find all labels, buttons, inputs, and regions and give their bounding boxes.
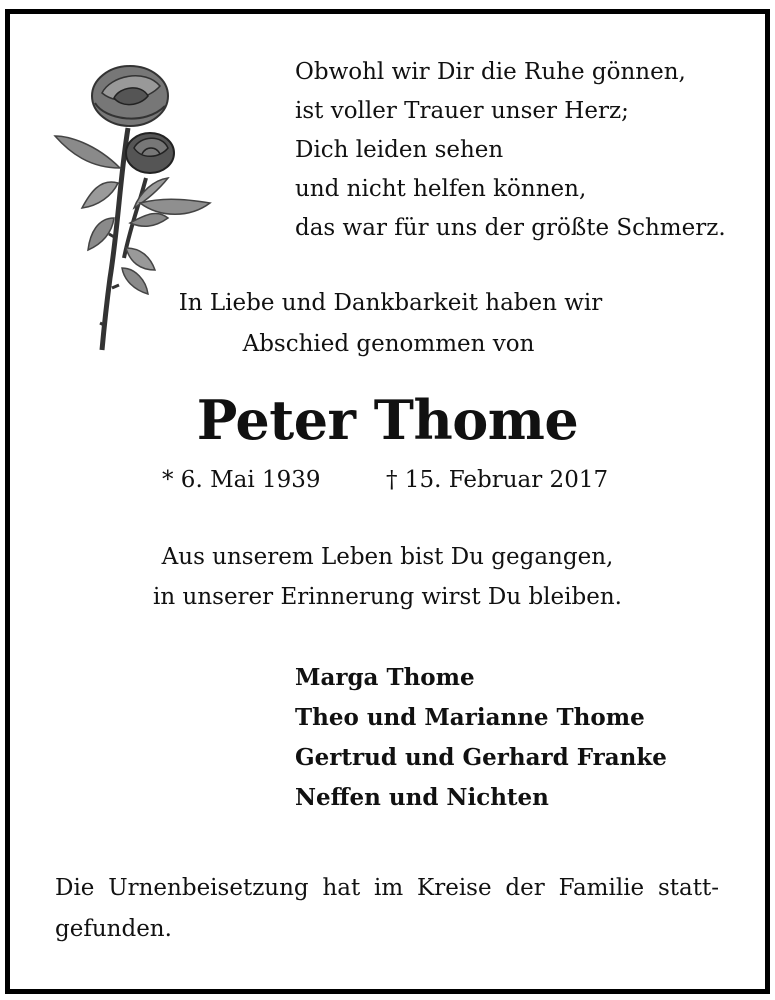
mourners-list bbox=[295, 658, 667, 818]
quote-line: Aus unserem Leben bist Du gegangen, bbox=[161, 544, 614, 570]
mourner-name: Theo und Marianne Thome bbox=[295, 704, 645, 731]
death-date: † 15. Februar 2017 bbox=[386, 467, 609, 493]
poem-line: Dich leiden sehen bbox=[295, 137, 504, 163]
poem-line: das war für uns der größte Schmerz. bbox=[295, 215, 726, 241]
birth-date: * 6. Mai 1939 bbox=[162, 467, 321, 493]
poem-line: und nicht helfen können, bbox=[295, 176, 587, 202]
intro-line: In Liebe und Dankbarkeit haben wir bbox=[178, 290, 603, 316]
intro-line: Abschied genommen von bbox=[242, 331, 535, 357]
mourner-name: Neffen und Nichten bbox=[295, 784, 549, 811]
memorial-quote bbox=[0, 537, 775, 617]
deceased-name: Peter Thome bbox=[196, 388, 579, 452]
poem-line: Obwohl wir Dir die Ruhe gönnen, bbox=[295, 59, 686, 85]
intro-text bbox=[0, 283, 775, 365]
poem bbox=[295, 53, 735, 248]
mourner-name: Marga Thome bbox=[295, 664, 475, 691]
poem-line: ist voller Trauer unser Herz; bbox=[295, 98, 629, 124]
quote-line: in unserer Erinnerung wirst Du bleiben. bbox=[153, 584, 622, 610]
mourner-name: Gertrud und Gerhard Franke bbox=[295, 744, 667, 771]
burial-note: Die Urnenbeisetzung hat im Kreise der Familie statt-gefunden. bbox=[55, 875, 719, 942]
